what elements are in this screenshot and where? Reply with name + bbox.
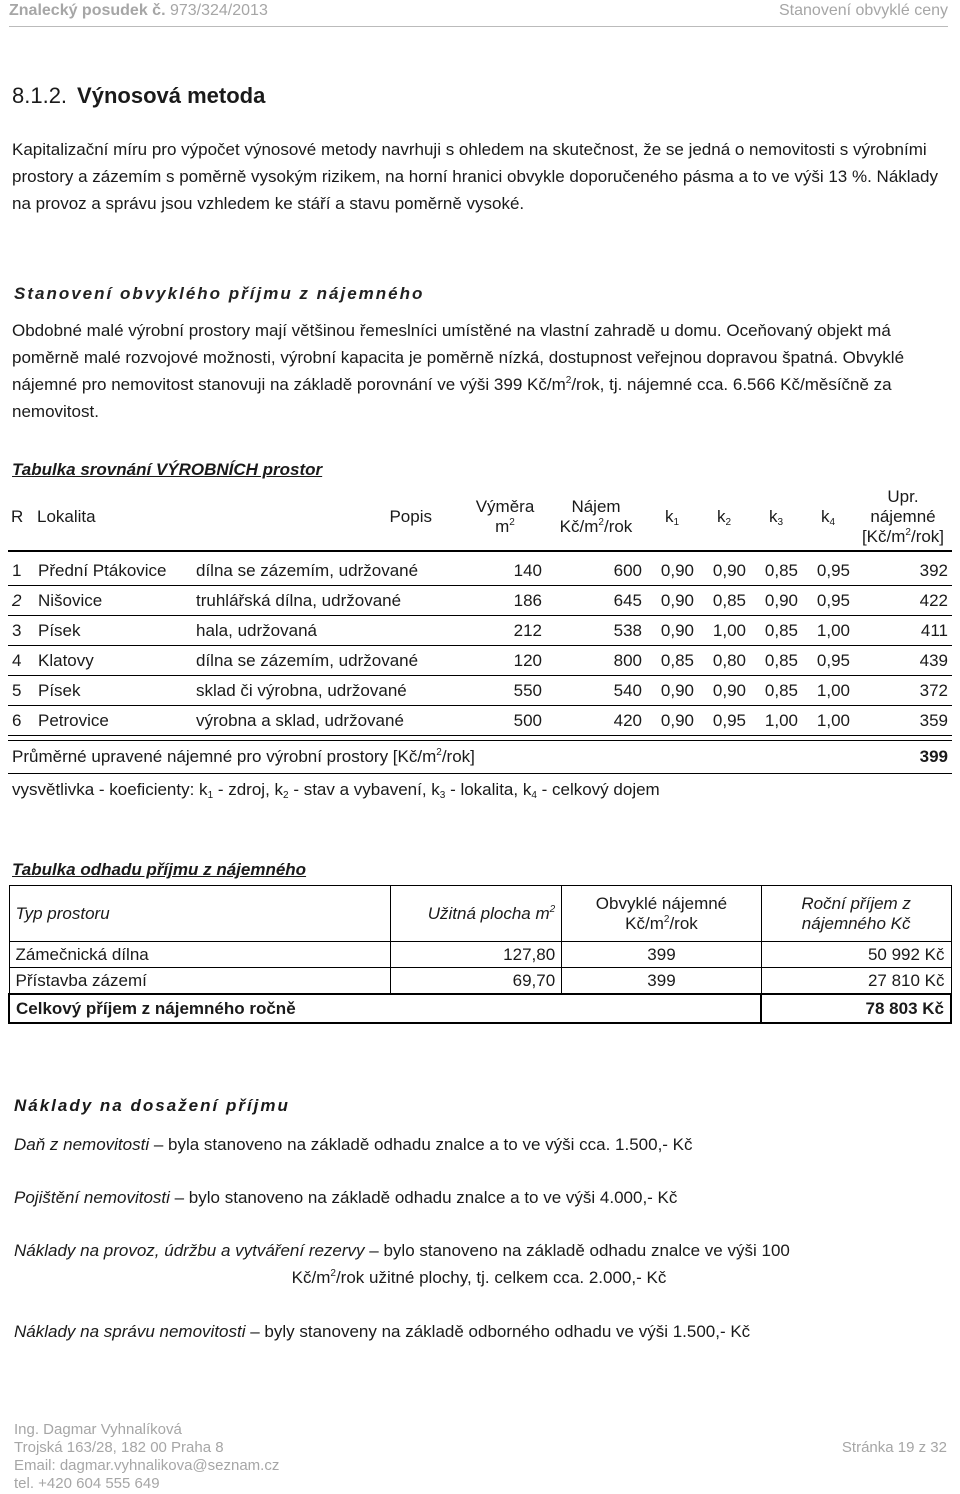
footer-name: Ing. Dagmar Vyhnalíková xyxy=(14,1421,182,1438)
cell: 0,90 xyxy=(646,706,698,736)
cell: 500 xyxy=(464,706,546,736)
col-najem: Nájem $Kč/m^2$/rok xyxy=(546,484,646,551)
cell: 0,85 xyxy=(750,646,802,676)
cell: 0,85 xyxy=(750,556,802,586)
cell: 2 xyxy=(8,586,34,616)
cell: 127,80 xyxy=(390,942,562,968)
cell: Zámečnická dílna xyxy=(9,942,390,968)
rent-text-a: Obdobné malé výrobní prostory mají většinou řemeslníci umístěné na vlastní zahradě u domu. Oceňovaný objekt má poměrně malé rozvojové možnosti, výrobní kapacita je poměrně nízká, dostupnost veřejnou dopravou špatná. Obvyklé nájemné pro nemovitost stanovuji na základě porovnání ve výši 399 Kč/m xyxy=(12,321,905,394)
summary-row xyxy=(8,741,952,774)
cell: 0,90 xyxy=(646,586,698,616)
footer-address: Trojská 163/28, 182 00 Praha 8 xyxy=(14,1439,224,1456)
cell: 0,90 xyxy=(646,556,698,586)
col-plocha: Užitná plocha $m^2$ xyxy=(390,886,562,942)
cell: 0,95 xyxy=(698,706,750,736)
cell: 0,80 xyxy=(698,646,750,676)
section-title xyxy=(12,83,265,109)
total-label: Celkový příjem z nájemného ročně xyxy=(9,994,761,1023)
table-row xyxy=(8,676,952,706)
cell: 439 xyxy=(854,646,952,676)
cell: 0,85 xyxy=(750,616,802,646)
comparison-table-caption: Tabulka srovnání VÝROBNÍCH prostor xyxy=(12,460,323,479)
cell: truhlářská dílna, udržované xyxy=(192,586,464,616)
cell: 0,90 xyxy=(698,676,750,706)
cell: 422 xyxy=(854,586,952,616)
cell: 4 xyxy=(8,646,34,676)
table-header-row xyxy=(8,484,952,551)
cell: 140 xyxy=(464,556,546,586)
cell: sklad či výrobna, udržované xyxy=(192,676,464,706)
cell: 540 xyxy=(546,676,646,706)
cell: 69,70 xyxy=(390,968,562,995)
cell: hala, udržovaná xyxy=(192,616,464,646)
col-k2: $k_2$ xyxy=(698,484,750,551)
col-prijem: Roční příjem z nájemného Kč xyxy=(761,886,951,942)
header-number: 973/324/2013 xyxy=(169,2,268,19)
cell: 50 992 Kč xyxy=(761,942,951,968)
table-row xyxy=(8,556,952,586)
cell: Přední Ptákovice xyxy=(34,556,192,586)
table-header-row xyxy=(9,886,951,942)
table-row xyxy=(9,942,951,968)
cell: 800 xyxy=(546,646,646,676)
cell: Nišovice xyxy=(34,586,192,616)
section-number: 8.1.2. xyxy=(12,83,68,108)
cell: 538 xyxy=(546,616,646,646)
col-k4: $k_4$ xyxy=(802,484,854,551)
cell: Petrovice xyxy=(34,706,192,736)
intro-paragraph: Kapitalizační míru pro výpočet výnosové metody navrhuji s ohledem na skutečnost, že se jedná o nemovitosti s výrobními prostory a zázemím s poměrně vysokým rizikem, na horní hranici obvykle doporučeného pásma a to ve výši 13 %. Náklady na provoz a správu jsou vzhledem ke stáří a stavu poměrně vysoké. xyxy=(12,140,938,213)
comparison-table xyxy=(8,484,952,774)
page-number: Stránka 19 z 32 xyxy=(841,1439,947,1456)
cell: 186 xyxy=(464,586,546,616)
summary-label: Průměrné upravené nájemné pro výrobní prostory $[Kč/m^2/rok]$ xyxy=(8,741,854,774)
rent-paragraph xyxy=(12,317,947,425)
cell: 0,85 xyxy=(750,676,802,706)
cell: Přístavba zázemí xyxy=(9,968,390,995)
costs-title: Náklady na dosažení příjmu xyxy=(14,1096,290,1115)
cell: 0,85 xyxy=(698,586,750,616)
cost-admin: Náklady na správu nemovitosti – byly stanoveny na základě odborného odhadu ve výši 1.500,- Kč xyxy=(14,1322,751,1341)
total-value: 78 803 Kč xyxy=(761,994,951,1023)
cell: 0,85 xyxy=(646,646,698,676)
cell: 550 xyxy=(464,676,546,706)
income-subtitle: Stanovení obvyklého příjmu z nájemného xyxy=(14,284,425,303)
header-label: Znalecký posudek č. xyxy=(9,2,166,19)
table-row xyxy=(9,968,951,995)
footer-email: Email: dagmar.vyhnalikova@seznam.cz xyxy=(14,1457,280,1474)
cell: Klatovy xyxy=(34,646,192,676)
cell: 411 xyxy=(854,616,952,646)
cell: 3 xyxy=(8,616,34,646)
sup: 2 xyxy=(565,375,572,386)
table-row xyxy=(8,586,952,616)
cell: 0,90 xyxy=(646,676,698,706)
col-vymera: Výměra $m^2$ xyxy=(464,484,546,551)
cell: 399 xyxy=(562,968,762,995)
col-najemne: Obvyklé nájemné $Kč/m^2$/rok xyxy=(562,886,762,942)
cell: 1,00 xyxy=(802,706,854,736)
col-popis: Popis xyxy=(192,484,464,551)
cell: 6 xyxy=(8,706,34,736)
header-section: Stanovení obvyklé ceny xyxy=(779,2,948,19)
header-divider xyxy=(9,26,948,27)
cell: 120 xyxy=(464,646,546,676)
cell: 0,90 xyxy=(646,616,698,646)
income-table xyxy=(8,885,952,1024)
table-row xyxy=(8,706,952,736)
col-k3: $k_3$ xyxy=(750,484,802,551)
cell: výrobna a sklad, udržované xyxy=(192,706,464,736)
cost-insurance: Pojištění nemovitosti – bylo stanoveno na základě odhadu znalce a to ve výši 4.000,- Kč xyxy=(14,1188,678,1207)
cell: 1 xyxy=(8,556,34,586)
income-table-caption: Tabulka odhadu příjmu z nájemného xyxy=(12,860,307,879)
cell: Písek xyxy=(34,616,192,646)
cell: 0,90 xyxy=(698,556,750,586)
rent-text-b: /rok, tj. nájemné cca. 6.566 Kč/měsíčně za nemovitost. xyxy=(12,375,892,421)
cell: 0,95 xyxy=(802,586,854,616)
summary-value: 399 xyxy=(854,741,952,774)
col-k1: $k_1$ xyxy=(646,484,698,551)
cell: 5 xyxy=(8,676,34,706)
cell: dílna se zázemím, udržované xyxy=(192,556,464,586)
col-typ: Typ prostoru xyxy=(9,886,390,942)
col-upr: Upr. nájemné $[Kč/m^2/rok]$ xyxy=(854,484,952,551)
page-footer xyxy=(14,1421,279,1493)
cell: dílna se zázemím, udržované xyxy=(192,646,464,676)
total-row xyxy=(9,994,951,1023)
cell: 1,00 xyxy=(750,706,802,736)
cell: 0,95 xyxy=(802,646,854,676)
cell: 0,95 xyxy=(802,556,854,586)
cost-tax: Daň z nemovitosti – byla stanoveno na základě odhadu znalce a to ve výši cca. 1.500,- Kč xyxy=(14,1135,693,1154)
cell: 1,00 xyxy=(802,616,854,646)
cell: 372 xyxy=(854,676,952,706)
legend: vysvětlivka - koeficienty: $k_1$ - zdroj, $k_2$ - stav a vybavení, $k_3$ - lokalita, $k_4$ - celkový dojem xyxy=(12,780,660,801)
cell: Písek xyxy=(34,676,192,706)
footer-phone: tel. +420 604 555 649 xyxy=(14,1475,160,1492)
cell: 1,00 xyxy=(802,676,854,706)
section-title-text: Výnosová metoda xyxy=(77,83,266,108)
cell: 392 xyxy=(854,556,952,586)
cell: 399 xyxy=(562,942,762,968)
header-document-id xyxy=(9,2,268,20)
table-row xyxy=(8,646,952,676)
cell: 600 xyxy=(546,556,646,586)
cost-operation: Náklady na provoz, údržbu a vytváření rezervy – bylo stanoveno na základě odhadu znalce ve výši 100 $Kč/m^2$/rok užitné plochy, tj. celkem cca. 2.000,- Kč xyxy=(14,1241,790,1287)
col-lokalita: Lokalita xyxy=(34,484,192,551)
cell: 0,90 xyxy=(750,586,802,616)
page-header xyxy=(9,2,948,26)
cell: 645 xyxy=(546,586,646,616)
cell: 27 810 Kč xyxy=(761,968,951,995)
cell: 1,00 xyxy=(698,616,750,646)
cell: 359 xyxy=(854,706,952,736)
cell: 420 xyxy=(546,706,646,736)
table-row xyxy=(8,616,952,646)
cell: 212 xyxy=(464,616,546,646)
col-r: R xyxy=(8,484,34,551)
